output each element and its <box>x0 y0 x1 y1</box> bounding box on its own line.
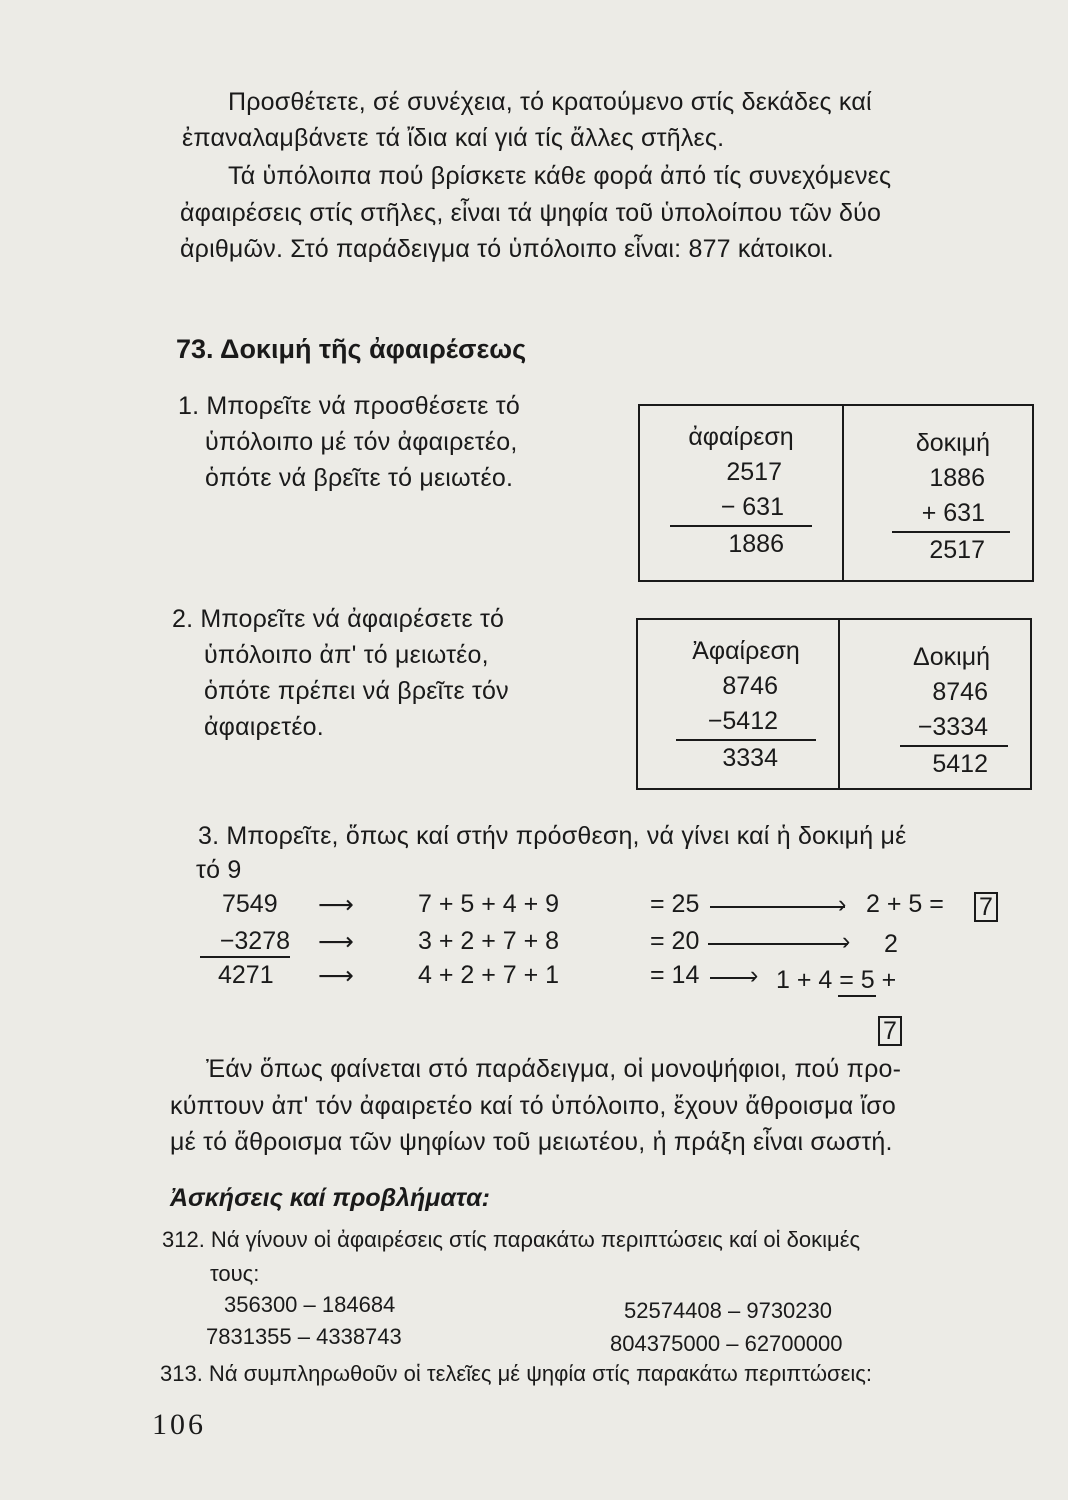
intro-line-2: ἐπαναλαμβάνετε τά ἴδια καί γιά τίς ἄλλες στῆλες. <box>182 124 725 152</box>
row2-digit-sum: 3 + 2 + 7 + 8 <box>418 927 560 955</box>
arrow-line <box>708 943 848 945</box>
intro-line-3: Τά ὑπόλοιπα πού βρίσκετε κάθε φορά ἀπό τίς συνεχόμενες <box>228 162 892 190</box>
intro-line-5: ἀριθμῶν. Στό παράδειγμα τό ὑπόλοιπο εἶναι: 877 κάτοικοι. <box>180 235 834 263</box>
method1-left-a: 2517 <box>726 458 782 486</box>
box-divider <box>838 620 840 788</box>
page-number: 106 <box>152 1408 206 1441</box>
arrow-head-icon: › <box>842 927 851 955</box>
method1-box <box>638 404 1034 582</box>
method2-check <box>860 640 1008 782</box>
method1-right-r: 2517 <box>929 536 985 564</box>
method2-right-b: −3334 <box>900 710 1008 747</box>
exercise-313: 313. Νά συμπληρωθοῦν οἱ τελεῖες μέ ψηφία στίς παρακάτω περιπτώσεις: <box>160 1361 873 1386</box>
method1-left-b: − 631 <box>670 490 812 527</box>
exercise-312-pair-3: 7831355 – 4338743 <box>206 1324 402 1349</box>
method2-subtraction <box>676 634 816 776</box>
method2-box <box>636 618 1032 790</box>
row3-equals: = 14 <box>650 961 700 989</box>
intro-line-1: Προσθέτετε, σέ συνέχεια, τό κρατούμενο στίς δεκάδες καί <box>228 88 872 116</box>
arrow-head-icon: › <box>838 890 847 918</box>
row3-digit-sum: 4 + 2 + 7 + 1 <box>418 961 560 989</box>
exercises-heading: Ἀσκήσεις καί προβλήματα: <box>170 1184 490 1212</box>
method2-line-2: ὑπόλοιπο ἀπ' τό μειωτέο, <box>204 641 489 669</box>
conclusion-line-3: μέ τό ἄθροισμα τῶν ψηφίων τοῦ μειωτέου, ἡ πράξη εἶναι σωστή. <box>170 1128 893 1156</box>
arrow-icon: ⟶ <box>318 928 354 956</box>
method2-line-1: 2. Μπορεῖτε νά ἀφαιρέσετε τό <box>172 605 505 633</box>
method1-right-title: δοκιμή <box>915 429 990 457</box>
method2-line-4: ἀφαιρετέο. <box>204 713 324 741</box>
method1-right-a: 1886 <box>929 464 985 492</box>
method1-subtraction <box>670 420 812 562</box>
arrow-line <box>710 977 755 979</box>
method2-right-title: Δοκιμή <box>913 643 990 671</box>
method1-left-r: 1886 <box>728 530 784 558</box>
row2-reduced: 2 <box>884 930 898 958</box>
row3-reduced: 1 + 4 = 5 + <box>776 966 897 994</box>
method1-line-2: ὑπόλοιπο μέ τόν ἀφαιρετέο, <box>205 428 518 456</box>
arrow-head-icon: › <box>750 961 759 989</box>
exercise-312-line-1: 312. Νά γίνουν οἱ ἀφαιρέσεις στίς παρακάτω περιπτώσεις καί οἱ δοκιμές <box>162 1227 861 1252</box>
row1-digit-sum: 7 + 5 + 4 + 9 <box>418 890 560 918</box>
arrow-icon: ⟶ <box>318 962 354 990</box>
method2-left-r: 3334 <box>722 744 778 772</box>
row3-number: 4271 <box>218 961 274 989</box>
row2-number: −3278 <box>200 927 290 958</box>
row3-boxed-digit: 7 <box>878 1016 902 1046</box>
exercise-312-line-2: τους: <box>210 1261 260 1286</box>
exercise-312-pair-1: 356300 – 184684 <box>224 1292 396 1317</box>
row1-equals: = 25 <box>650 890 700 918</box>
method1-left-title: ἀφαίρεση <box>688 423 794 451</box>
exercise-312-pair-2: 52574408 – 9730230 <box>624 1298 832 1323</box>
section-title: 73. Δοκιμή τῆς ἀφαιρέσεως <box>176 334 527 364</box>
method2-left-title: Ἀφαίρεση <box>692 637 800 665</box>
method2-left-a: 8746 <box>722 672 778 700</box>
arrow-icon: ⟶ <box>318 891 354 919</box>
method1-right-b: + 631 <box>892 496 1010 533</box>
method2-line-3: ὁπότε πρέπει νά βρεῖτε τόν <box>204 677 509 705</box>
method2-right-a: 8746 <box>932 678 988 706</box>
conclusion-line-1: Ἐάν ὅπως φαίνεται στό παράδειγμα, οἱ μονοψήφιοι, πού προ- <box>206 1055 902 1083</box>
box-divider <box>842 406 844 580</box>
underline <box>838 995 876 997</box>
row2-equals: = 20 <box>650 927 700 955</box>
method2-left-b: −5412 <box>676 704 816 741</box>
method1-line-3: ὁπότε νά βρεῖτε τό μειωτέο. <box>205 464 514 492</box>
exercise-312-pair-4: 804375000 – 62700000 <box>610 1331 843 1356</box>
arrow-line <box>710 906 845 908</box>
method3-line-1: 3. Μπορεῖτε, ὅπως καί στήν πρόσθεση, νά γίνει καί ἡ δοκιμή μέ <box>198 822 907 850</box>
intro-line-4: ἀφαιρέσεις στίς στῆλες, εἶναι τά ψηφία τοῦ ὑπολοίπου τῶν δύο <box>180 199 882 227</box>
method1-line-1: 1. Μπορεῖτε νά προσθέσετε τό <box>178 392 520 420</box>
method2-right-r: 5412 <box>932 750 988 778</box>
row1-number: 7549 <box>222 890 278 918</box>
conclusion-line-2: κύπτουν ἀπ' τόν ἀφαιρετέο καί τό ὑπόλοιπο, ἔχουν ἄθροισμα ἴσο <box>170 1092 896 1120</box>
method1-check <box>862 426 1010 568</box>
row1-reduced: 2 + 5 = <box>866 890 944 918</box>
row1-boxed-digit: 7 <box>974 892 998 922</box>
method3-line-2: τό 9 <box>196 856 242 884</box>
